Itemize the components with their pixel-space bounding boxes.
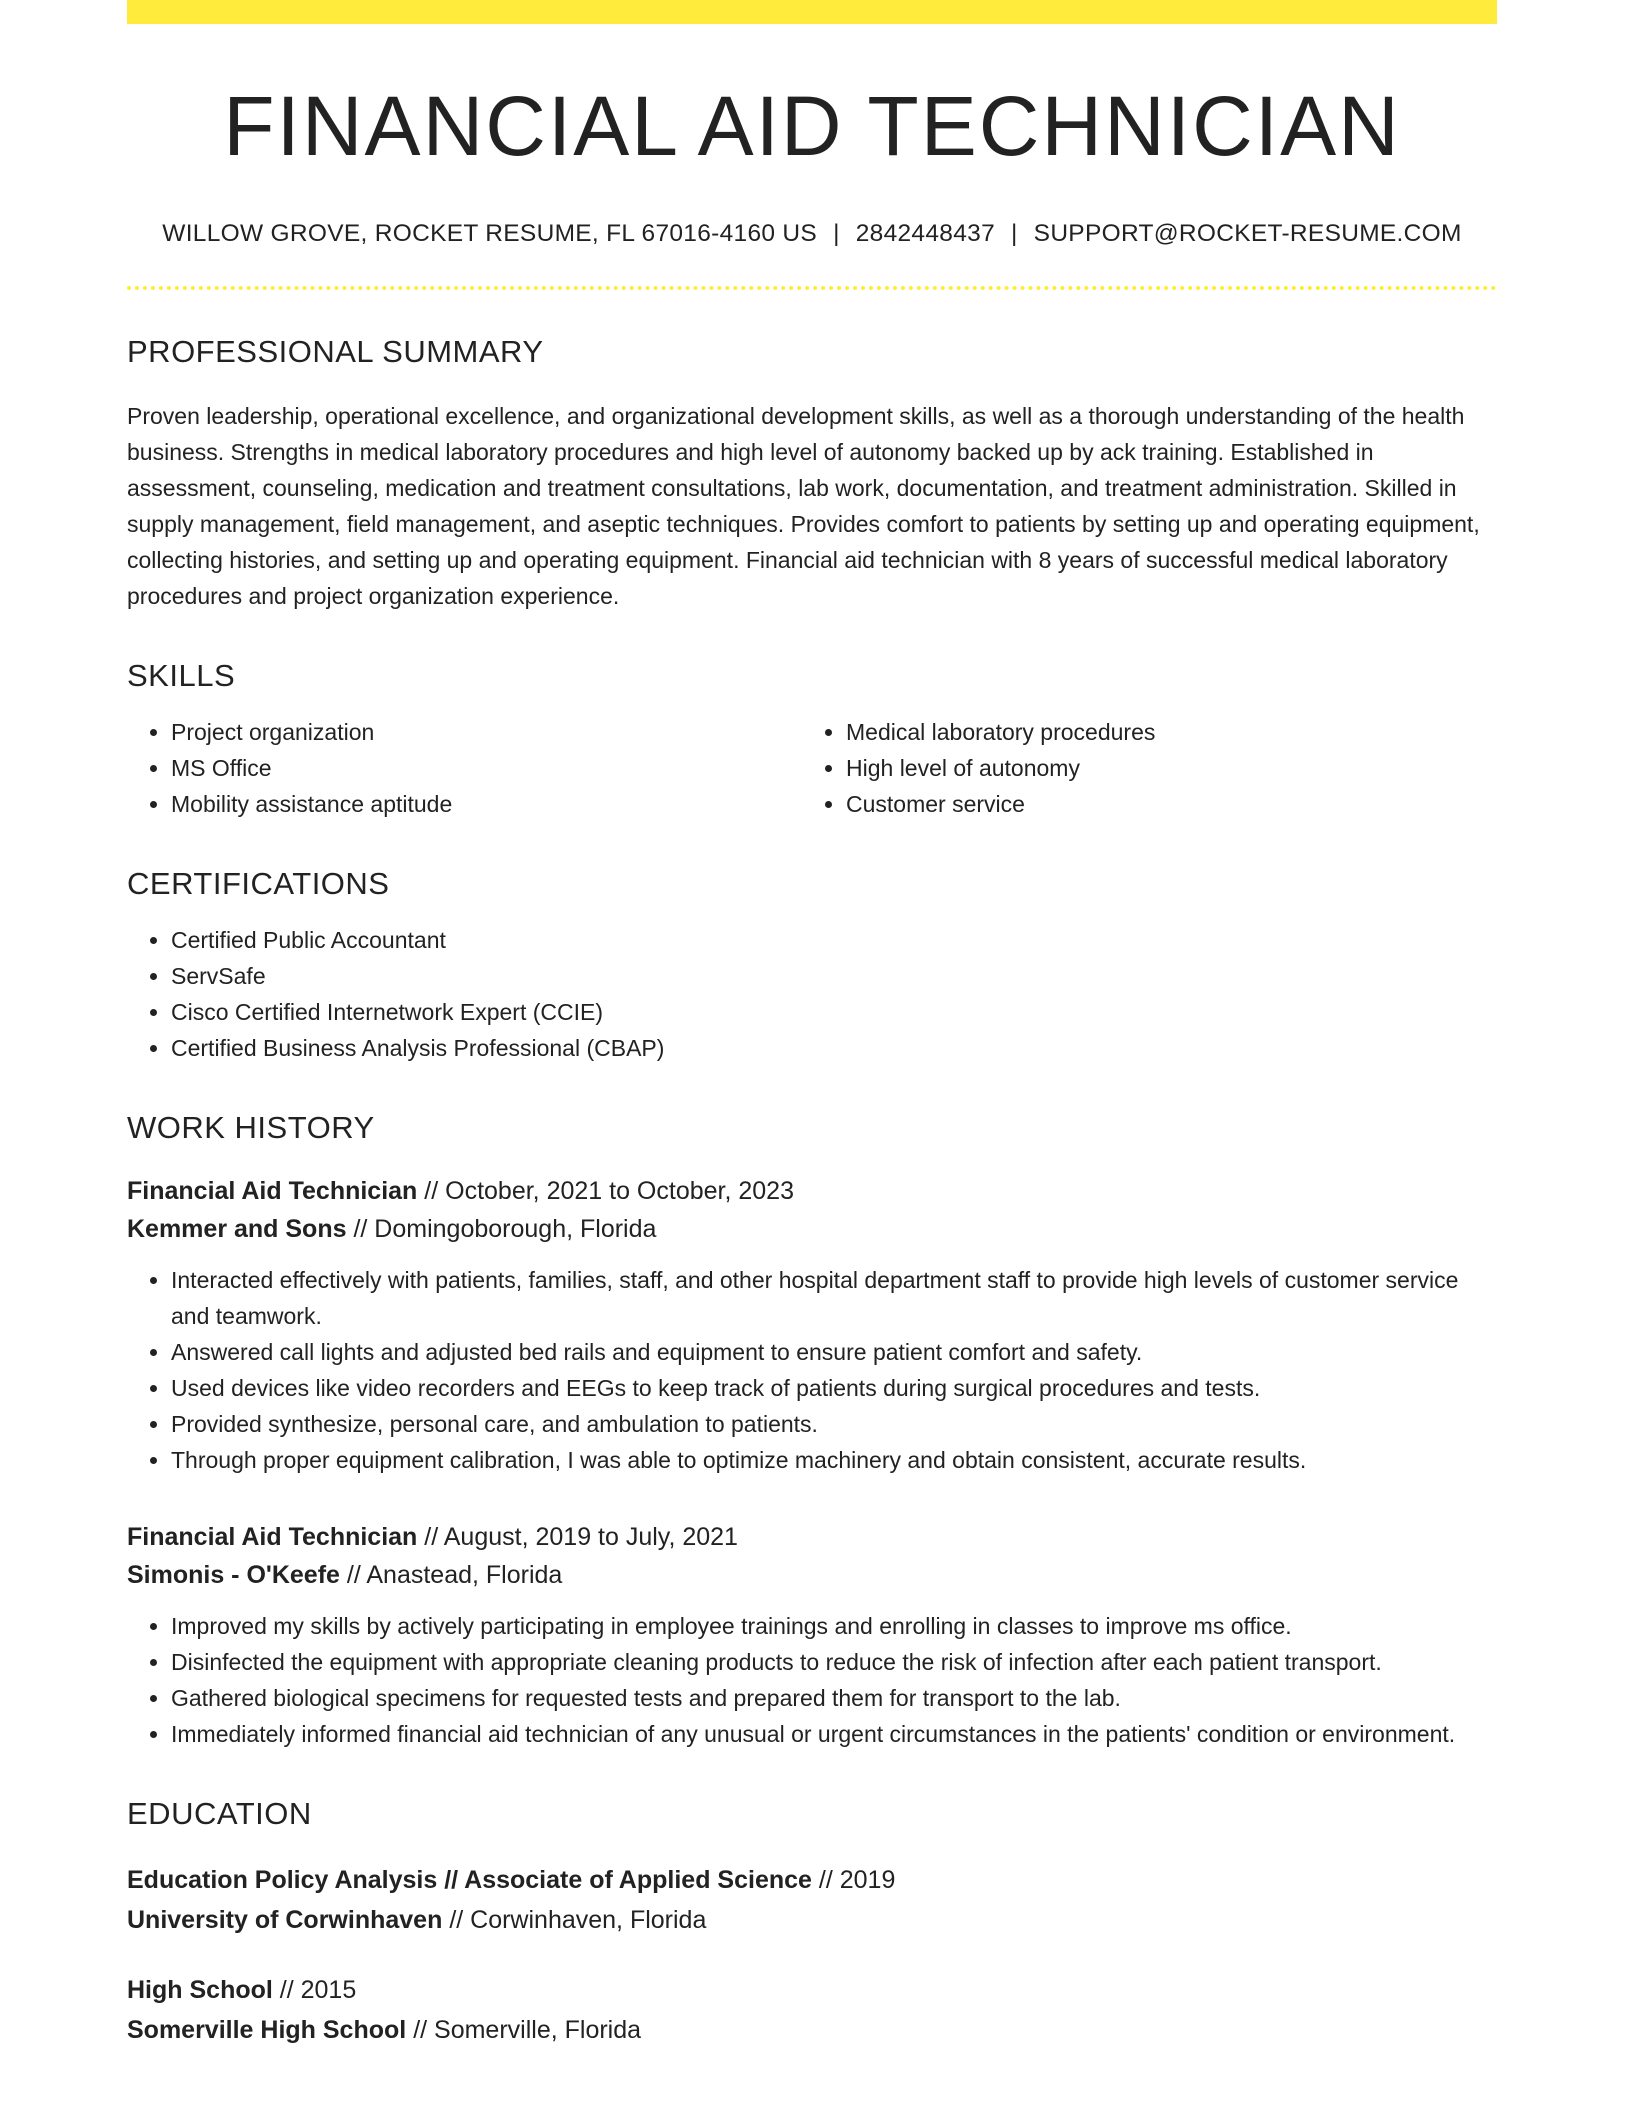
job-company: Kemmer and Sons	[127, 1215, 347, 1244]
job-location: // Anastead, Florida	[346, 1561, 563, 1590]
skill-item: • Project organization	[171, 714, 802, 750]
skill-item: • High level of autonomy	[846, 750, 1477, 786]
education-heading: EDUCATION	[127, 1796, 312, 1832]
job-title-line	[127, 1518, 1497, 1556]
job-bullets	[127, 1608, 1497, 1752]
education-degree-line	[127, 1860, 1497, 1900]
education-location: // Somerville, Florida	[413, 2016, 642, 2045]
education-school-line	[127, 2010, 1497, 2050]
education-entry	[127, 1860, 1497, 1940]
job-company: Simonis - O'Keefe	[127, 1561, 340, 1590]
education-year: // 2019	[818, 1866, 896, 1895]
skills-list	[127, 714, 1497, 822]
certifications-heading: CERTIFICATIONS	[127, 866, 390, 902]
job-bullet: • Answered call lights and adjusted bed rails and equipment to ensure patient comfort and safety.	[171, 1334, 1497, 1370]
address: WILLOW GROVE, ROCKET RESUME, FL 67016-4160 US	[162, 220, 818, 248]
job-role: Financial Aid Technician	[127, 1523, 418, 1552]
education-location: // Corwinhaven, Florida	[449, 1906, 707, 1935]
job-location: // Domingoborough, Florida	[353, 1215, 657, 1244]
certification-item: • Certified Public Accountant	[171, 922, 1497, 958]
skills-column-right	[802, 714, 1477, 822]
resume-name: FINANCIAL AID TECHNICIAN	[223, 79, 1401, 173]
accent-bar	[127, 0, 1497, 24]
contact-line	[127, 220, 1497, 248]
resume-page	[127, 0, 1497, 2050]
job-bullet: • Interacted effectively with patients, families, staff, and other hospital department staff to provide high levels of customer service and teamwork.	[171, 1262, 1497, 1334]
job-title-line	[127, 1172, 1497, 1210]
job-bullet: • Gathered biological specimens for requested tests and prepared them for transport to the lab.	[171, 1680, 1497, 1716]
job-dates: // October, 2021 to October, 2023	[424, 1177, 794, 1206]
phone: 2842448437	[855, 220, 995, 248]
summary-text: Proven leadership, operational excellence, and organizational development skills, as well as a thorough understanding of the health business. Strengths in medical laboratory procedures and high level of autonomy backed up by ack training. Established in assessment, counseling, medication and treatment consultations, lab work, documentation, and treatment administration. Skilled in supply management, field management, and aseptic techniques. Provides comfort to patients by setting up and operating equipment, collecting histories, and setting up and operating equipment. Financial aid technician with 8 years of successful medical laboratory procedures and project organization experience.	[127, 403, 1480, 610]
skills-heading: SKILLS	[127, 658, 236, 694]
job-bullet: • Immediately informed financial aid technician of any unusual or urgent circumstances in the patients' condition or environment.	[171, 1716, 1497, 1752]
job-bullet: • Improved my skills by actively participating in employee trainings and enrolling in classes to improve ms office.	[171, 1608, 1497, 1644]
skill-item: • Medical laboratory procedures	[846, 714, 1477, 750]
education-entry	[127, 1970, 1497, 2050]
certification-item: • Cisco Certified Internetwork Expert (CCIE)	[171, 994, 1497, 1030]
separator: |	[833, 220, 840, 248]
summary-heading: PROFESSIONAL SUMMARY	[127, 334, 544, 370]
job-bullet: • Provided synthesize, personal care, and ambulation to patients.	[171, 1406, 1497, 1442]
separator: |	[1011, 220, 1018, 248]
certification-item: • ServSafe	[171, 958, 1497, 994]
skill-item: • MS Office	[171, 750, 802, 786]
job-entry	[127, 1172, 1497, 1478]
certifications-list	[127, 922, 1497, 1066]
email-link[interactable]: SUPPORT@ROCKET-RESUME.COM	[1033, 220, 1462, 248]
job-dates: // August, 2019 to July, 2021	[424, 1523, 738, 1552]
job-bullet: • Through proper equipment calibration, I was able to optimize machinery and obtain consistent, accurate results.	[171, 1442, 1497, 1478]
dotted-divider	[127, 286, 1497, 290]
job-bullet: • Used devices like video recorders and EEGs to keep track of patients during surgical procedures and tests.	[171, 1370, 1497, 1406]
job-bullet: • Disinfected the equipment with appropriate cleaning products to reduce the risk of infection after each patient transport.	[171, 1644, 1497, 1680]
job-company-line	[127, 1556, 1497, 1594]
education-degree: Education Policy Analysis // Associate of Applied Science	[127, 1866, 812, 1895]
education-school: University of Corwinhaven	[127, 1906, 443, 1935]
education-school-line	[127, 1900, 1497, 1940]
skill-item: • Customer service	[846, 786, 1477, 822]
job-bullets	[127, 1262, 1497, 1478]
job-role: Financial Aid Technician	[127, 1177, 418, 1206]
education-school: Somerville High School	[127, 2016, 407, 2045]
skill-item: • Mobility assistance aptitude	[171, 786, 802, 822]
skills-column-left	[127, 714, 802, 822]
job-company-line	[127, 1210, 1497, 1248]
education-degree: High School	[127, 1976, 273, 2005]
education-degree-line	[127, 1970, 1497, 2010]
education-year: // 2015	[279, 1976, 357, 2005]
work-history-heading: WORK HISTORY	[127, 1110, 375, 1146]
certification-item: • Certified Business Analysis Professional (CBAP)	[171, 1030, 1497, 1066]
job-entry	[127, 1518, 1497, 1752]
